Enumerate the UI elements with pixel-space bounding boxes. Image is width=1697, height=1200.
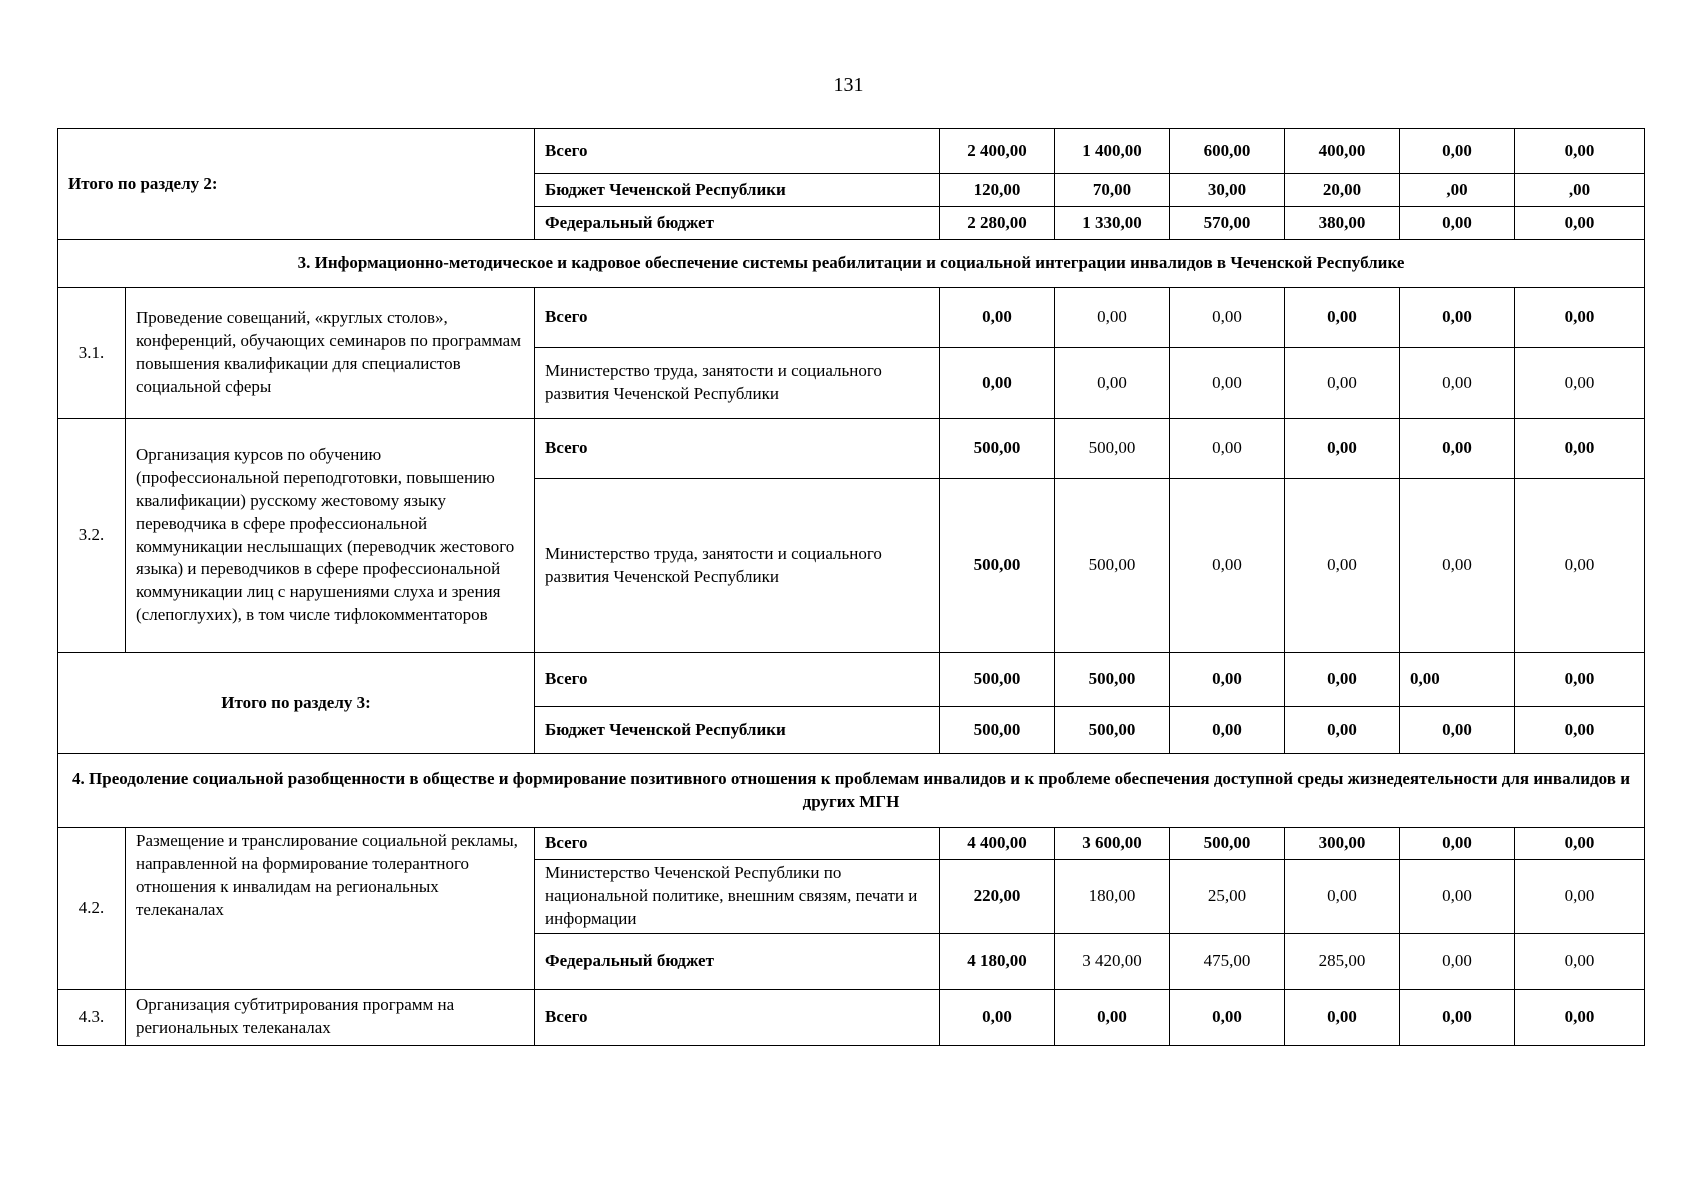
value-cell: 0,00 bbox=[1400, 989, 1515, 1045]
value-cell: 0,00 bbox=[1515, 207, 1645, 240]
table-row bbox=[58, 419, 1645, 479]
value-cell: 0,00 bbox=[1400, 828, 1515, 860]
value-cell: 120,00 bbox=[940, 174, 1055, 207]
value-cell: 0,00 bbox=[1515, 933, 1645, 989]
value-cell: 0,00 bbox=[1170, 288, 1285, 348]
value-cell: 0,00 bbox=[1400, 707, 1515, 754]
value-cell: 570,00 bbox=[1170, 207, 1285, 240]
value-cell: 0,00 bbox=[1515, 653, 1645, 707]
value-cell: 380,00 bbox=[1285, 207, 1400, 240]
value-cell: 0,00 bbox=[1170, 653, 1285, 707]
page-number: 131 bbox=[833, 74, 864, 96]
section-title: 3. Информационно-методическое и кадровое обеспечение системы реабилитации и социальной интеграции инвалидов в Чеченской Республике bbox=[58, 240, 1645, 288]
value-cell: 0,00 bbox=[1400, 129, 1515, 174]
table-row bbox=[58, 653, 1645, 707]
source-cell: Федеральный бюджет bbox=[535, 207, 940, 240]
value-cell: 285,00 bbox=[1285, 933, 1400, 989]
item-title: Размещение и транслирование социальной рекламы, направленной на формирование толерантного отношения к инвалидам на региональных телеканалах bbox=[126, 828, 535, 990]
value-cell: 500,00 bbox=[1055, 479, 1170, 653]
value-cell: 0,00 bbox=[1400, 860, 1515, 934]
value-cell: 25,00 bbox=[1170, 860, 1285, 934]
value-cell: 0,00 bbox=[1400, 479, 1515, 653]
table-row bbox=[58, 989, 1645, 1045]
source-cell: Министерство Чеченской Республики по национальной политике, внешним связям, печати и информации bbox=[535, 860, 940, 934]
value-cell: 1 400,00 bbox=[1055, 129, 1170, 174]
item-index: 3.1. bbox=[58, 288, 126, 419]
value-cell: 4 400,00 bbox=[940, 828, 1055, 860]
value-cell: 2 280,00 bbox=[940, 207, 1055, 240]
section-total-label: Итого по разделу 2: bbox=[58, 129, 535, 240]
value-cell: 0,00 bbox=[1055, 348, 1170, 419]
value-cell: 2 400,00 bbox=[940, 129, 1055, 174]
value-cell: 0,00 bbox=[1170, 348, 1285, 419]
value-cell: 0,00 bbox=[1515, 828, 1645, 860]
value-cell: 0,00 bbox=[1515, 129, 1645, 174]
value-cell: 0,00 bbox=[1515, 288, 1645, 348]
value-cell: 20,00 bbox=[1285, 174, 1400, 207]
value-cell: 500,00 bbox=[940, 479, 1055, 653]
item-index: 4.3. bbox=[58, 989, 126, 1045]
value-cell: 0,00 bbox=[1285, 653, 1400, 707]
source-cell: Бюджет Чеченской Республики bbox=[535, 707, 940, 754]
value-cell: 4 180,00 bbox=[940, 933, 1055, 989]
item-index: 3.2. bbox=[58, 419, 126, 653]
value-cell: 1 330,00 bbox=[1055, 207, 1170, 240]
value-cell: 500,00 bbox=[1055, 419, 1170, 479]
value-cell: 0,00 bbox=[1285, 288, 1400, 348]
value-cell: 180,00 bbox=[1055, 860, 1170, 934]
value-cell: 0,00 bbox=[1285, 707, 1400, 754]
value-cell: 0,00 bbox=[1285, 860, 1400, 934]
value-cell: 0,00 bbox=[1400, 348, 1515, 419]
value-cell: 0,00 bbox=[1400, 419, 1515, 479]
value-cell: 475,00 bbox=[1170, 933, 1285, 989]
value-cell: 0,00 bbox=[1515, 989, 1645, 1045]
source-cell: Министерство труда, занятости и социального развития Чеченской Республики bbox=[535, 348, 940, 419]
value-cell: 300,00 bbox=[1285, 828, 1400, 860]
value-cell: 500,00 bbox=[940, 419, 1055, 479]
value-cell: 3 600,00 bbox=[1055, 828, 1170, 860]
value-cell: 0,00 bbox=[1285, 348, 1400, 419]
value-cell: 0,00 bbox=[1400, 653, 1515, 707]
value-cell: 0,00 bbox=[1400, 288, 1515, 348]
item-title: Организация курсов по обучению (профессиональной переподготовки, повышению квалификации) русскому жестовому языку переводчика в сфере профессиональной коммуникации неслышащих (переводчик жестового языка) и переводчиков в сфере профессиональной коммуникации лиц с нарушениями слуха и зрения (слепоглухих), в том числе тифлокомментаторов bbox=[126, 419, 535, 653]
item-title: Проведение совещаний, «круглых столов», конференций, обучающих семинаров по программам повышения квалификации для специалистов социальной сферы bbox=[126, 288, 535, 419]
table-row bbox=[58, 288, 1645, 348]
budget-table bbox=[57, 128, 1645, 1046]
value-cell: 0,00 bbox=[1515, 348, 1645, 419]
value-cell: 0,00 bbox=[1515, 860, 1645, 934]
value-cell: 0,00 bbox=[1170, 479, 1285, 653]
source-cell: Всего bbox=[535, 129, 940, 174]
source-cell: Всего bbox=[535, 288, 940, 348]
value-cell: 500,00 bbox=[1055, 707, 1170, 754]
value-cell: 0,00 bbox=[940, 989, 1055, 1045]
value-cell: 0,00 bbox=[1170, 989, 1285, 1045]
value-cell: 0,00 bbox=[1400, 933, 1515, 989]
value-cell: 500,00 bbox=[940, 653, 1055, 707]
value-cell: 0,00 bbox=[1285, 479, 1400, 653]
source-cell: Всего bbox=[535, 653, 940, 707]
item-title: Организация субтитрирования программ на региональных телеканалах bbox=[126, 989, 535, 1045]
item-index: 4.2. bbox=[58, 828, 126, 990]
value-cell: 0,00 bbox=[940, 288, 1055, 348]
value-cell: 500,00 bbox=[940, 707, 1055, 754]
value-cell: 0,00 bbox=[940, 348, 1055, 419]
value-cell: 500,00 bbox=[1170, 828, 1285, 860]
source-cell: Федеральный бюджет bbox=[535, 933, 940, 989]
value-cell: 0,00 bbox=[1170, 419, 1285, 479]
value-cell: 0,00 bbox=[1170, 707, 1285, 754]
value-cell: 3 420,00 bbox=[1055, 933, 1170, 989]
value-cell: 500,00 bbox=[1055, 653, 1170, 707]
value-cell: 600,00 bbox=[1170, 129, 1285, 174]
value-cell: 0,00 bbox=[1400, 207, 1515, 240]
value-cell: 0,00 bbox=[1515, 707, 1645, 754]
value-cell: 0,00 bbox=[1515, 419, 1645, 479]
table-row bbox=[58, 240, 1645, 288]
source-cell: Бюджет Чеченской Республики bbox=[535, 174, 940, 207]
value-cell: 0,00 bbox=[1055, 288, 1170, 348]
value-cell: 30,00 bbox=[1170, 174, 1285, 207]
section-title: 4. Преодоление социальной разобщенности в обществе и формирование позитивного отношения к проблемам инвалидов и к проблеме обеспечения доступной среды жизнедеятельности для инвалидов и других МГН bbox=[58, 754, 1645, 828]
value-cell: 0,00 bbox=[1285, 989, 1400, 1045]
source-cell: Всего bbox=[535, 419, 940, 479]
value-cell: 0,00 bbox=[1515, 479, 1645, 653]
value-cell: 0,00 bbox=[1285, 419, 1400, 479]
value-cell: ,00 bbox=[1400, 174, 1515, 207]
value-cell: 0,00 bbox=[1055, 989, 1170, 1045]
value-cell: 400,00 bbox=[1285, 129, 1400, 174]
source-cell: Министерство труда, занятости и социального развития Чеченской Республики bbox=[535, 479, 940, 653]
value-cell: 220,00 bbox=[940, 860, 1055, 934]
table-row bbox=[58, 828, 1645, 860]
section-total-label: Итого по разделу 3: bbox=[58, 653, 535, 754]
source-cell: Всего bbox=[535, 989, 940, 1045]
table-row bbox=[58, 129, 1645, 174]
value-cell: 70,00 bbox=[1055, 174, 1170, 207]
value-cell: ,00 bbox=[1515, 174, 1645, 207]
table-row bbox=[58, 754, 1645, 828]
source-cell: Всего bbox=[535, 828, 940, 860]
